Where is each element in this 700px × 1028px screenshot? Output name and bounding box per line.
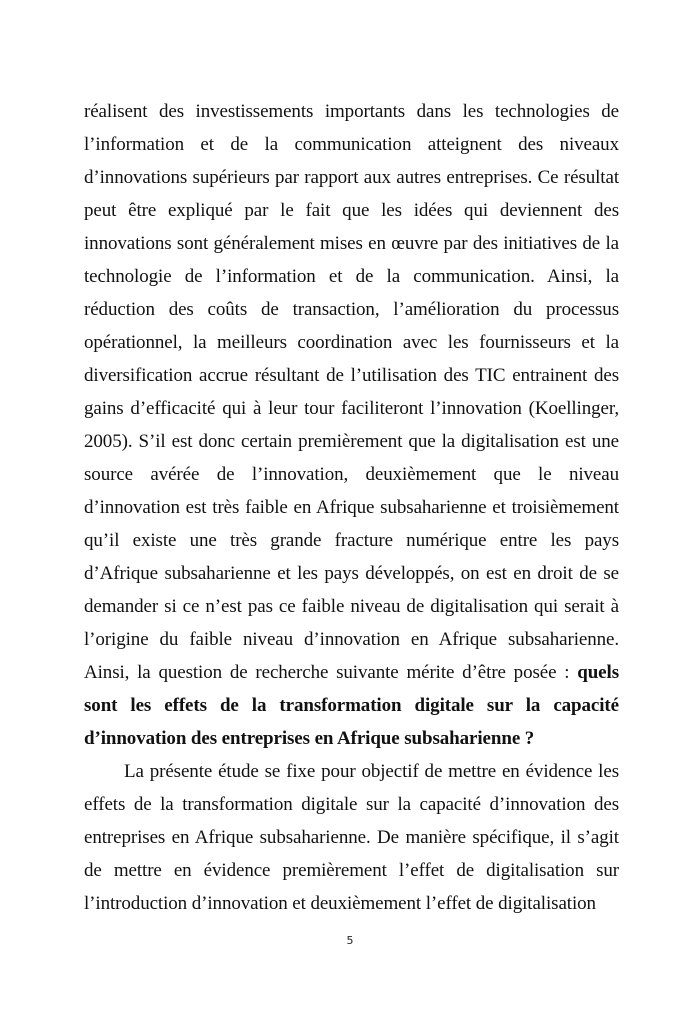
research-question: quels sont les effets de la transformation digitale sur la capacité d’innovation des entreprises en Afrique subsaharienne ? — [84, 662, 619, 749]
body-text — [84, 95, 619, 920]
paragraph-2: La présente étude se fixe pour objectif de mettre en évidence les effets de la transformation digitale sur la capacité d’innovation des entreprises en Afrique subsaharienne. De manière spécifique, il s’agit de mettre en évidence premièrement l’effet de digitalisation sur l’introduction d’innovation et deuxièmement l’effet de digitalisation — [84, 761, 619, 914]
paragraph-1 — [84, 95, 619, 755]
page-number: 5 — [346, 934, 354, 947]
paragraph-1-text: réalisent des investissements importants dans les technologies de l’information et de la communication atteignent des niveaux d’innovations supérieurs par rapport aux autres entreprises. Ce résultat peut être expliqué par le fait que les idées qui deviennent des innovations sont généralement mises en œuvre par des initiatives de la technologie de l’information et de la communication. Ainsi, la réduction des coûts de transaction, l’amélioration du processus opérationnel, la meilleurs coordination avec les fournisseurs et la diversification accrue résultant de l’utilisation des TIC entrainent des gains d’efficacité qui à leur tour faciliteront l’innovation (Koellinger, 2005). S’il est donc certain premièrement que la digitalisation est une source avérée de l’innovation, deuxièmement que le niveau d’innovation est très faible en Afrique subsaharienne et troisièmement qu’il existe une très grande fracture numérique entre les pays d’Afrique subsaharienne et les pays développés, on est en droit de se demander si ce n’est pas ce faible niveau de digitalisation qui serait à l’origine du faible niveau d’innovation en Afrique subsaharienne. Ainsi, la question de recherche suivante mérite d’être posée : — [84, 101, 619, 683]
